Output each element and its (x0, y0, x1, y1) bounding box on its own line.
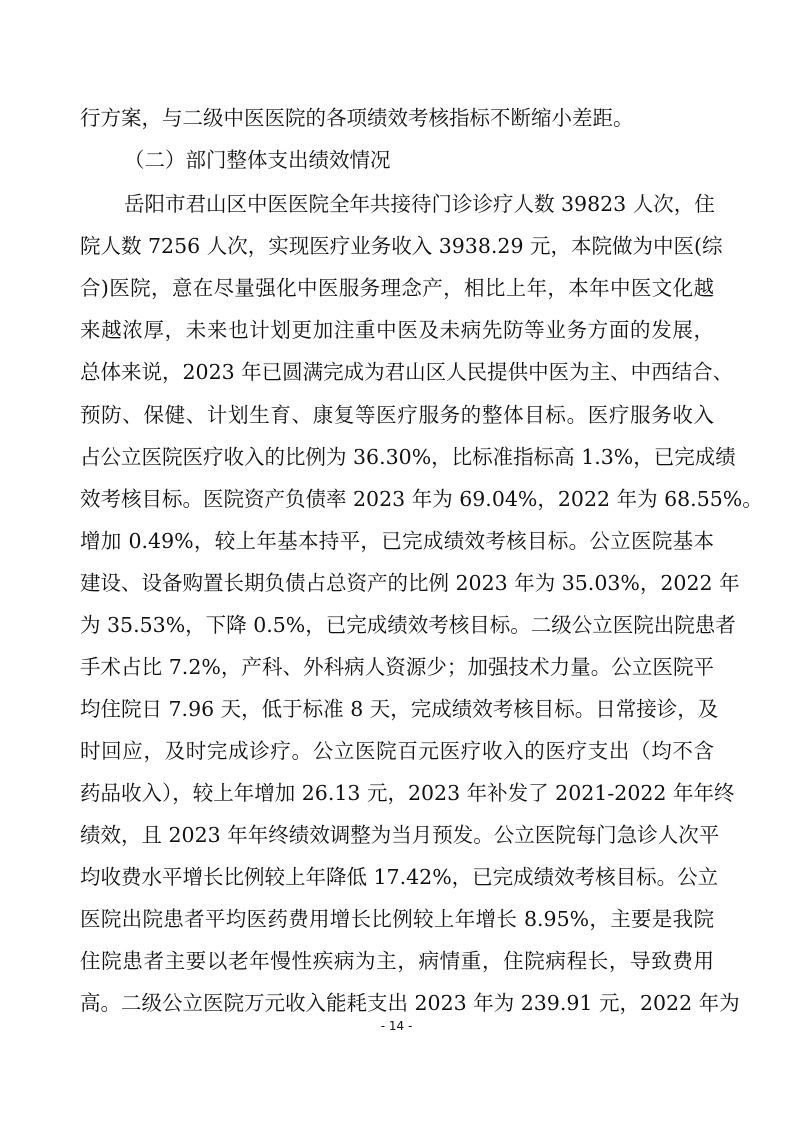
body-line: 行方案，与二级中医医院的各项绩效考核指标不断缩小差距。 (80, 106, 634, 130)
body-line: 手术占比 7.2%，产科、外科病人资源少；加强技术力量。公立医院平 (80, 655, 714, 679)
body-line: 岳阳市君山区中医医院全年共接待门诊诊疗人数 39823 人次，住 (124, 192, 715, 216)
body-line: 来越浓厚，未来也计划更加注重中医及未病先防等业务方面的发展， (80, 318, 714, 342)
body-line: 绩效，且 2023 年年终绩效调整为当月预发。公立医院每门急诊人次平 (80, 823, 720, 847)
body-line: 预防、保健、计划生育、康复等医疗服务的整体目标。医疗服务收入 (80, 403, 714, 427)
page-number: - 14 - (380, 1019, 413, 1033)
body-line: 时回应，及时完成诊疗。公立医院百元医疗收入的医疗支出（均不含 (80, 739, 714, 763)
body-line: 高。二级公立医院万元收入能耗支出 2023 年为 239.91 元，2022 年为 (80, 991, 740, 1015)
body-line: 占公立医院医疗收入的比例为 36.30%，比标准指标高 1.3%，已完成绩 (80, 445, 736, 469)
body-line: 总体来说，2023 年已圆满完成为君山区人民提供中医为主、中西结合、 (80, 360, 734, 384)
body-line: 均住院日 7.96 天，低于标准 8 天，完成绩效考核目标。日常接诊，及 (80, 697, 719, 721)
body-line: 增加 0.49%，较上年基本持平，已完成绩效考核目标。公立医院基本 (80, 529, 714, 553)
body-line: 医院出院患者平均医药费用增长比例较上年增长 8.95%，主要是我院 (80, 907, 714, 931)
body-line: 建设、设备购置长期负债占总资产的比例 2023 年为 35.03%，2022 年 (80, 571, 740, 595)
section-heading: （二）部门整体支出绩效情况 (124, 148, 391, 172)
body-line: 院人数 7256 人次，实现医疗业务收入 3938.29 元，本院做为中医(综 (80, 234, 723, 258)
body-line: 为 35.53%，下降 0.5%，已完成绩效考核目标。二级公立医院出院患者 (80, 613, 736, 637)
body-line: 效考核目标。医院资产负债率 2023 年为 69.04%，2022 年为 68.55%。 (80, 487, 763, 511)
body-line: 住院患者主要以老年慢性疾病为主，病情重，住院病程长，导致费用 (80, 949, 714, 973)
body-line: 合)医院，意在尽量强化中医服务理念产，相比上年，本年中医文化越 (80, 276, 714, 300)
body-line: 药品收入），较上年增加 26.13 元，2023 年补发了 2021-2022 年年终 (80, 781, 735, 805)
body-line: 均收费水平增长比例较上年降低 17.42%，已完成绩效考核目标。公立 (80, 865, 719, 889)
